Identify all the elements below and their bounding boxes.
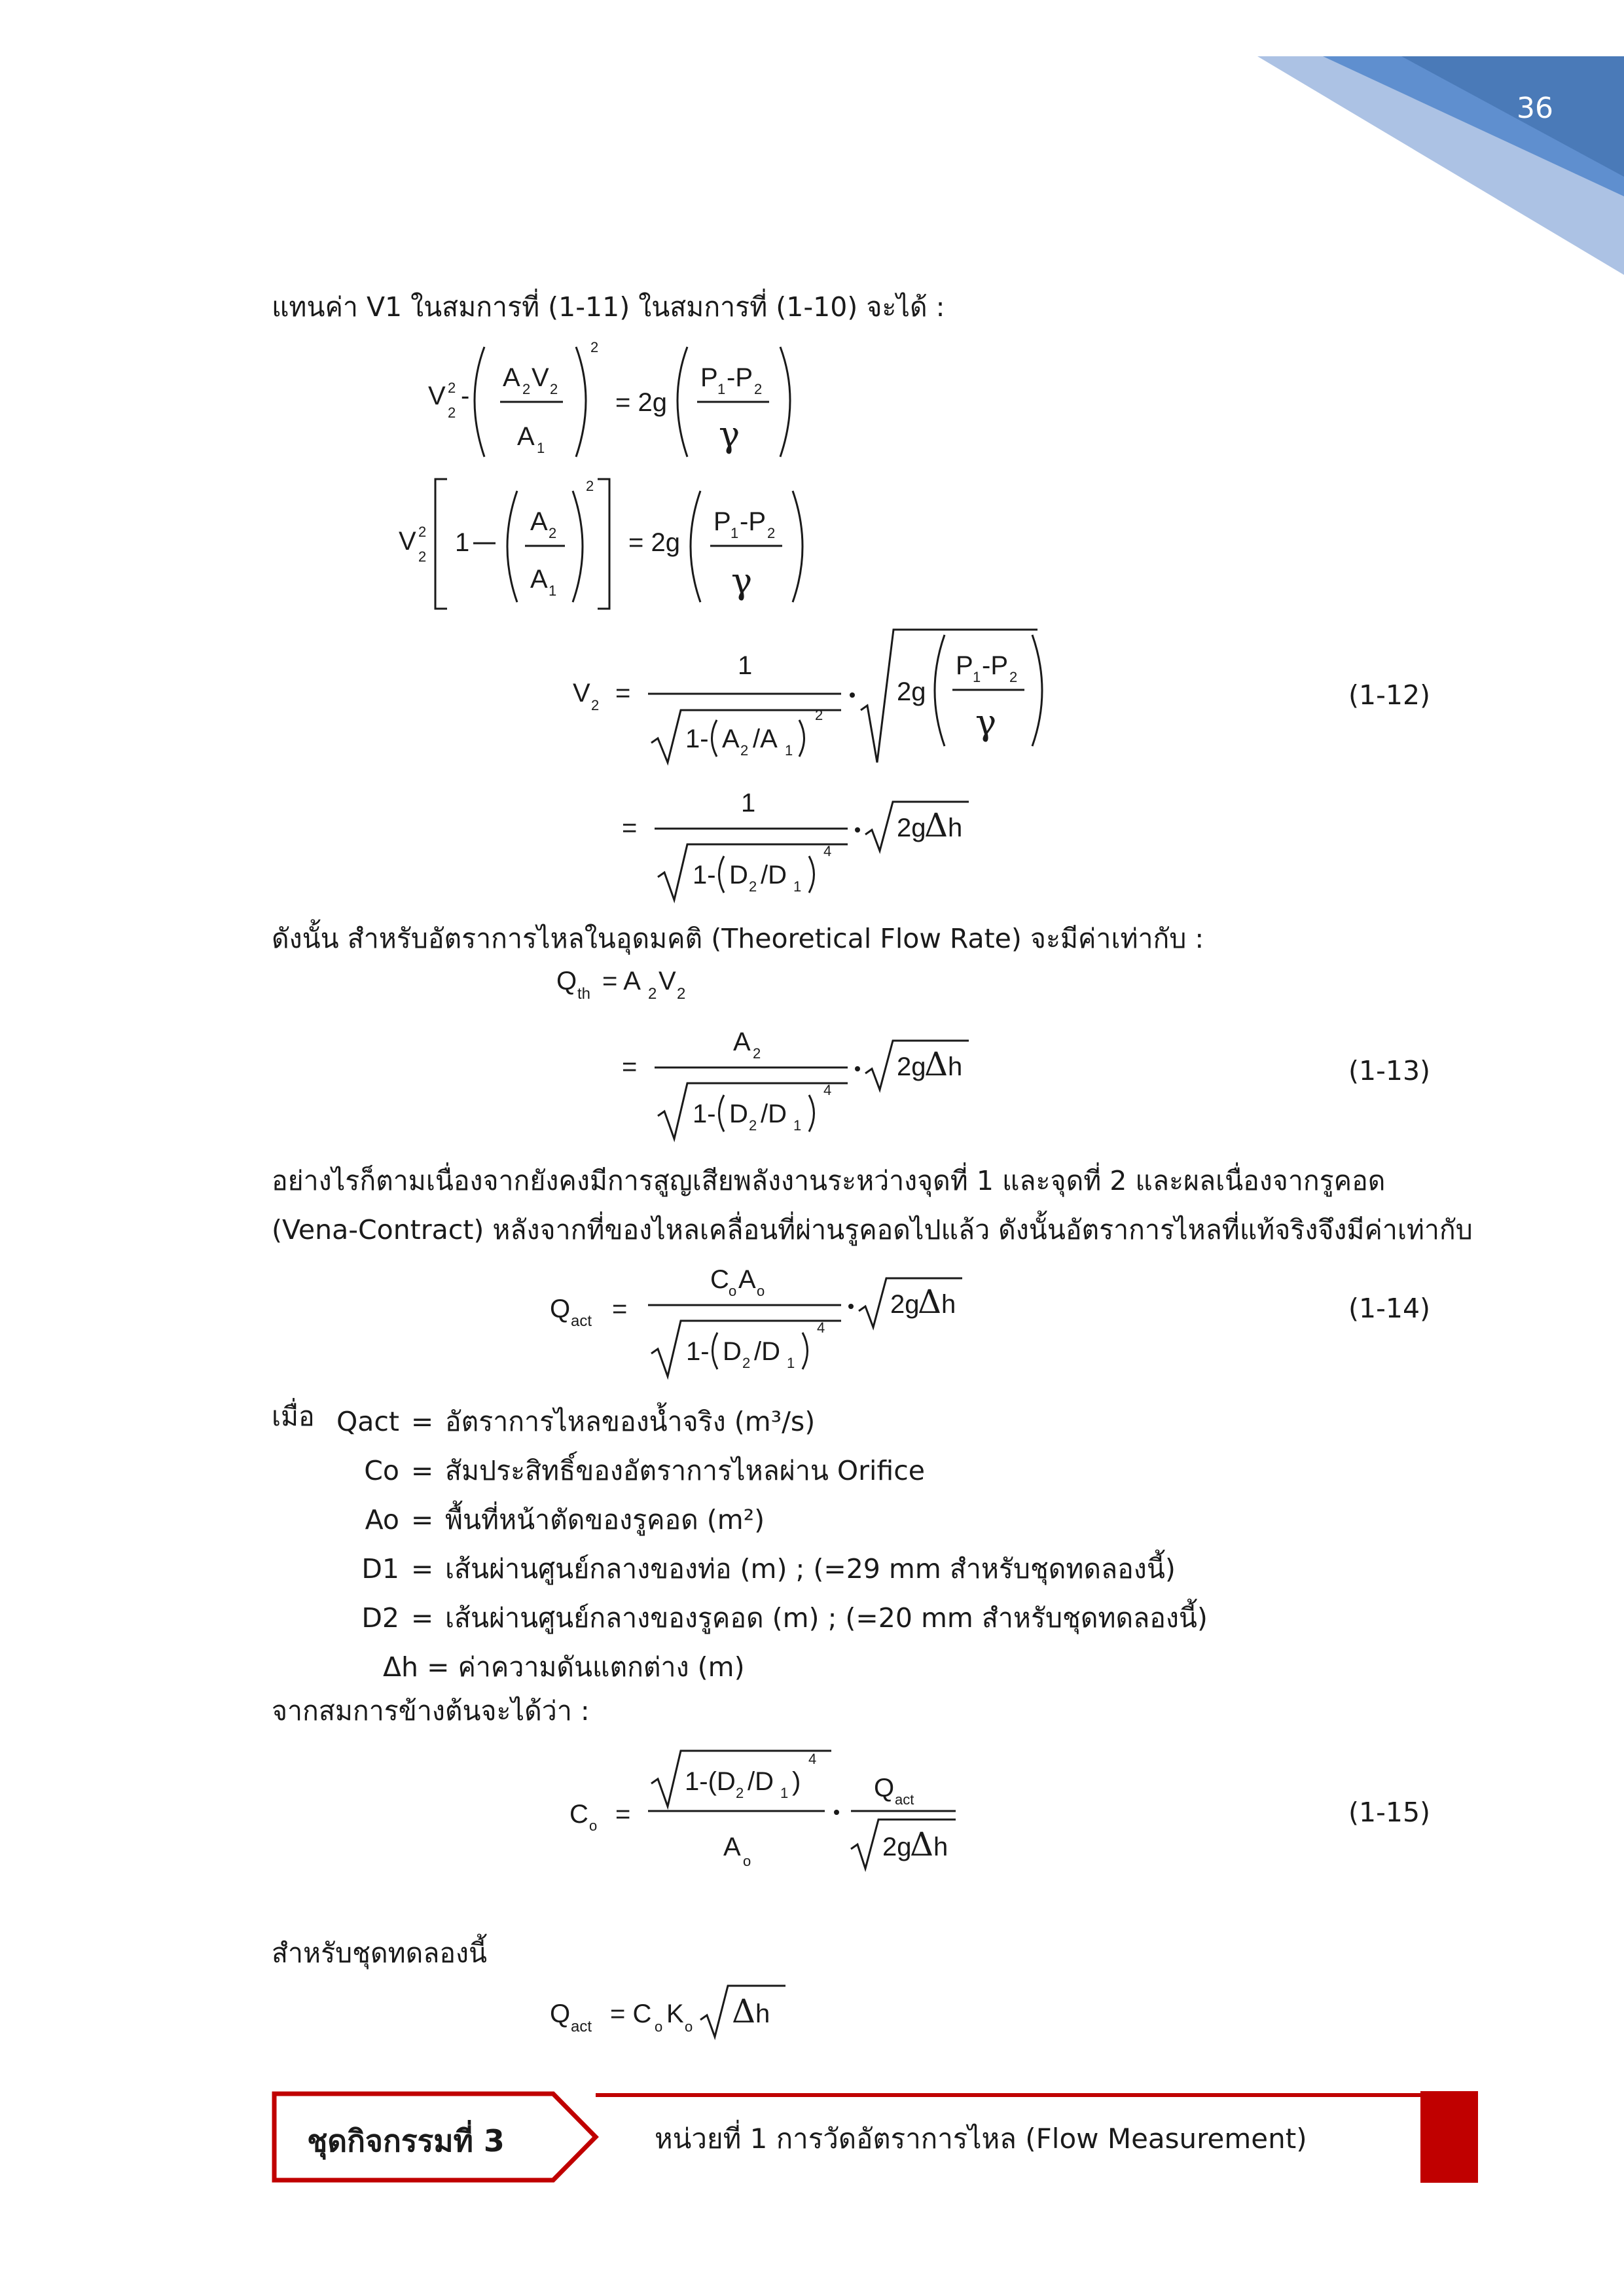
svg-text:V: V [532, 363, 549, 392]
svg-text:P: P [700, 363, 718, 392]
svg-text:2: 2 [815, 707, 823, 723]
equation-substitution [419, 334, 812, 467]
definition-text: พื้นที่หน้าตัดของรูคอด (m²) [445, 1504, 765, 1535]
equation-1-14 [550, 1255, 995, 1389]
svg-text:2: 2 [753, 1045, 761, 1062]
svg-text:2: 2 [677, 985, 686, 1003]
svg-text:th: th [577, 985, 591, 1003]
svg-text:1-: 1- [693, 861, 716, 889]
svg-text:D: D [723, 1337, 742, 1366]
svg-text:2: 2 [740, 742, 749, 759]
svg-text:2: 2 [586, 478, 594, 494]
svg-text:γ: γ [731, 560, 753, 601]
svg-text:/D: /D [754, 1337, 780, 1366]
svg-text:Δ: Δ [910, 1825, 934, 1863]
equation-qth [556, 962, 713, 1011]
svg-text:γ: γ [975, 702, 997, 743]
definition-delta-h: Δh = ค่าความดันแตกต่าง (m) [383, 1651, 745, 1683]
svg-text:Δ: Δ [924, 806, 948, 844]
svg-text:2: 2 [590, 339, 599, 355]
svg-text:A: A [530, 507, 548, 536]
svg-text:2: 2 [550, 381, 558, 397]
svg-text:1: 1 [741, 789, 756, 817]
actual-flow-text-1: อย่างไรก็ตามเนื่องจากยังคงมีการสูญเสียพลังงานระหว่างจุดที่ 1 และจุดที่ 2 และผลเนื่องจากรูคอด [272, 1165, 1386, 1196]
svg-text:A: A [723, 1833, 741, 1861]
svg-text:A: A [517, 422, 535, 451]
svg-text:2: 2 [418, 524, 427, 540]
svg-text:o: o [757, 1283, 765, 1299]
svg-text:= C: = C [610, 2000, 652, 2028]
equation-1-12-simplified [615, 779, 982, 912]
svg-text:1: 1 [717, 381, 726, 397]
svg-text:A: A [722, 725, 740, 753]
definition-symbol: D2 [361, 1602, 399, 1634]
svg-text:/A: /A [753, 725, 778, 753]
equation-number-1-15: (1-15) [1348, 1797, 1431, 1828]
svg-text:2: 2 [749, 878, 757, 895]
definition-text: เส้นผ่านศูนย์กลางของรูคอด (m) ; (=20 mm สำหรับชุดทดลองนี้) [445, 1602, 1208, 1634]
svg-text:-P: -P [727, 363, 753, 392]
intro-text: แทนค่า V1 ในสมการที่ (1-11) ในสมการที่ (1-10) จะได้ : [272, 291, 945, 323]
equation-1-12 [566, 622, 1064, 768]
svg-text:Q: Q [874, 1774, 895, 1803]
svg-text:2g: 2g [897, 677, 926, 706]
svg-text:h: h [948, 1052, 963, 1081]
svg-text:C: C [710, 1265, 729, 1294]
svg-text:A: A [530, 565, 548, 594]
definition-text: สัมประสิทธิ์ของอัตราการไหลผ่าน Orifice [445, 1455, 926, 1486]
svg-text:A: A [738, 1265, 756, 1294]
svg-text:A: A [503, 363, 520, 392]
svg-text:P: P [713, 507, 731, 536]
corner-decoration [1231, 0, 1624, 295]
svg-text:1: 1 [549, 583, 557, 599]
svg-text:=: = [622, 814, 638, 842]
svg-text:= A: = A [602, 967, 641, 996]
definition-symbol: Ao [365, 1504, 399, 1535]
where-label: เมื่อ [272, 1401, 315, 1432]
svg-text:=: = [612, 1295, 628, 1323]
svg-text:o: o [685, 2018, 693, 2035]
svg-text:2g: 2g [890, 1290, 920, 1319]
svg-text:o: o [655, 2018, 663, 2035]
svg-text:h: h [941, 1290, 956, 1319]
svg-text:h: h [755, 2000, 770, 2028]
svg-text:2: 2 [754, 381, 763, 397]
definition-symbol: D1 [361, 1553, 399, 1585]
definition-qact: Qact = อัตราการไหลของน้ำจริง (m³/s) [308, 1401, 815, 1443]
svg-text:V: V [399, 527, 416, 556]
svg-text:4: 4 [808, 1751, 817, 1767]
svg-text:4: 4 [823, 843, 832, 859]
svg-text:1: 1 [537, 440, 545, 456]
svg-text:2: 2 [448, 380, 456, 396]
svg-text:K: K [666, 2000, 684, 2028]
svg-text:o: o [743, 1853, 751, 1869]
svg-text:/D: /D [761, 861, 787, 889]
svg-text:-: - [461, 382, 470, 410]
svg-text:A: A [733, 1028, 751, 1056]
svg-text:2g: 2g [897, 814, 926, 842]
svg-text:2: 2 [767, 525, 776, 541]
svg-text:-P: -P [740, 507, 766, 536]
svg-text:Q: Q [550, 2000, 571, 2028]
equation-number-1-12: (1-12) [1348, 679, 1431, 711]
svg-text:D: D [729, 1100, 748, 1128]
from-equation-text: จากสมการข้างต้นจะได้ว่า : [272, 1695, 590, 1727]
svg-text:1: 1 [738, 651, 753, 680]
svg-text:1: 1 [793, 878, 802, 895]
definition-text: อัตราการไหลของน้ำจริง (m³/s) [445, 1406, 816, 1437]
svg-text:h: h [933, 1833, 948, 1861]
svg-text:o: o [729, 1283, 737, 1299]
svg-text:2: 2 [749, 1117, 757, 1134]
svg-text:2: 2 [648, 985, 657, 1003]
svg-text:2: 2 [742, 1355, 751, 1371]
svg-text:Q: Q [550, 1295, 571, 1323]
svg-text:=: = [615, 679, 631, 708]
definition-symbol: Co [364, 1455, 399, 1486]
svg-text:1: 1 [731, 525, 739, 541]
svg-text:act: act [895, 1791, 914, 1808]
svg-text:= 2g: = 2g [628, 528, 680, 557]
svg-text:act: act [571, 2018, 592, 2036]
svg-text:= 2g: = 2g [615, 388, 667, 417]
definition-co: Co = สัมประสิทธิ์ของอัตราการไหลผ่าน Orifice [308, 1450, 925, 1492]
svg-text:P: P [956, 651, 973, 680]
svg-text:act: act [571, 1312, 592, 1330]
svg-text:V: V [659, 967, 676, 996]
svg-text:1: 1 [787, 1355, 795, 1371]
svg-text:1: 1 [780, 1785, 789, 1801]
equation-1-15 [563, 1738, 982, 1891]
svg-text:1: 1 [785, 742, 793, 759]
svg-text:/D: /D [761, 1100, 787, 1128]
svg-text:1-: 1- [693, 1100, 716, 1128]
actual-flow-text-2: (Vena-Contract) หลังจากที่ของไหลเคลื่อนที่ผ่านรูคอดไปแล้ว ดังนั้นอัตราการไหลที่แท้จริงจึงมีค่าเท่ากับ [272, 1214, 1473, 1246]
equation-factored [389, 471, 821, 618]
svg-text:2: 2 [1009, 669, 1018, 685]
svg-text:o: o [589, 1818, 598, 1834]
svg-text:Δ: Δ [918, 1283, 942, 1321]
definition-ao: Ao = พื้นที่หน้าตัดของรูคอด (m²) [308, 1499, 765, 1541]
svg-text:h: h [948, 814, 963, 842]
svg-text:1: 1 [793, 1117, 802, 1134]
svg-text:-P: -P [982, 651, 1008, 680]
svg-text:1-: 1- [685, 725, 709, 753]
svg-text:D: D [729, 861, 748, 889]
equation-number-1-14: (1-14) [1348, 1293, 1431, 1324]
svg-text:1-: 1- [686, 1337, 710, 1366]
svg-text:Δ: Δ [924, 1045, 948, 1083]
svg-text:2: 2 [418, 548, 427, 565]
unit-title: หน่วยที่ 1 การวัดอัตราการไหล (Flow Measurement) [655, 2123, 1307, 2155]
svg-text:V: V [573, 679, 590, 708]
svg-text:4: 4 [823, 1082, 832, 1098]
svg-text:/D: /D [748, 1767, 774, 1796]
svg-text:Q: Q [556, 967, 577, 996]
definition-d1: D1 = เส้นผ่านศูนย์กลางของท่อ (m) ; (=29 mm สำหรับชุดทดลองนี้) [308, 1548, 1176, 1590]
svg-text:4: 4 [817, 1319, 825, 1336]
definition-symbol: Qact [336, 1406, 399, 1437]
svg-text:): ) [792, 1767, 801, 1796]
svg-text:1: 1 [455, 528, 470, 557]
svg-text:=: = [615, 1800, 631, 1829]
theoretical-text: ดังนั้น สำหรับอัตราการไหลในอุดมคติ (Theoretical Flow Rate) จะมีค่าเท่ากับ : [272, 923, 1204, 954]
equation-number-1-13: (1-13) [1348, 1055, 1431, 1086]
svg-text:2: 2 [522, 381, 531, 397]
definition-d2: D2 = เส้นผ่านศูนย์กลางของรูคอด (m) ; (=20 mm สำหรับชุดทดลองนี้) [308, 1597, 1208, 1640]
svg-text:2g: 2g [897, 1052, 926, 1081]
footer-rule [596, 2093, 1440, 2097]
page-number: 36 [1517, 92, 1553, 125]
svg-text:=: = [622, 1052, 638, 1081]
equation-qact-final [550, 1977, 799, 2051]
for-set-text: สำหรับชุดทดลองนี้ [272, 1937, 488, 1969]
footer-accent-block [1420, 2091, 1478, 2183]
definition-text: เส้นผ่านศูนย์กลางของท่อ (m) ; (=29 mm สำหรับชุดทดลองนี้) [445, 1553, 1176, 1585]
activity-label: ชุดกิจกรรมที่ 3 [307, 2123, 505, 2159]
svg-text:2: 2 [736, 1785, 744, 1801]
svg-text:C: C [569, 1800, 588, 1829]
svg-text:V: V [428, 382, 446, 410]
svg-text:2g: 2g [882, 1833, 912, 1861]
svg-text:γ: γ [719, 414, 740, 455]
svg-text:2: 2 [448, 404, 456, 421]
svg-text:Δ: Δ [732, 1992, 756, 2030]
equation-1-13 [615, 1018, 982, 1151]
svg-text:1-(D: 1-(D [685, 1767, 736, 1796]
svg-text:1: 1 [973, 669, 981, 685]
svg-text:2: 2 [549, 525, 557, 541]
svg-text:2: 2 [591, 697, 600, 713]
